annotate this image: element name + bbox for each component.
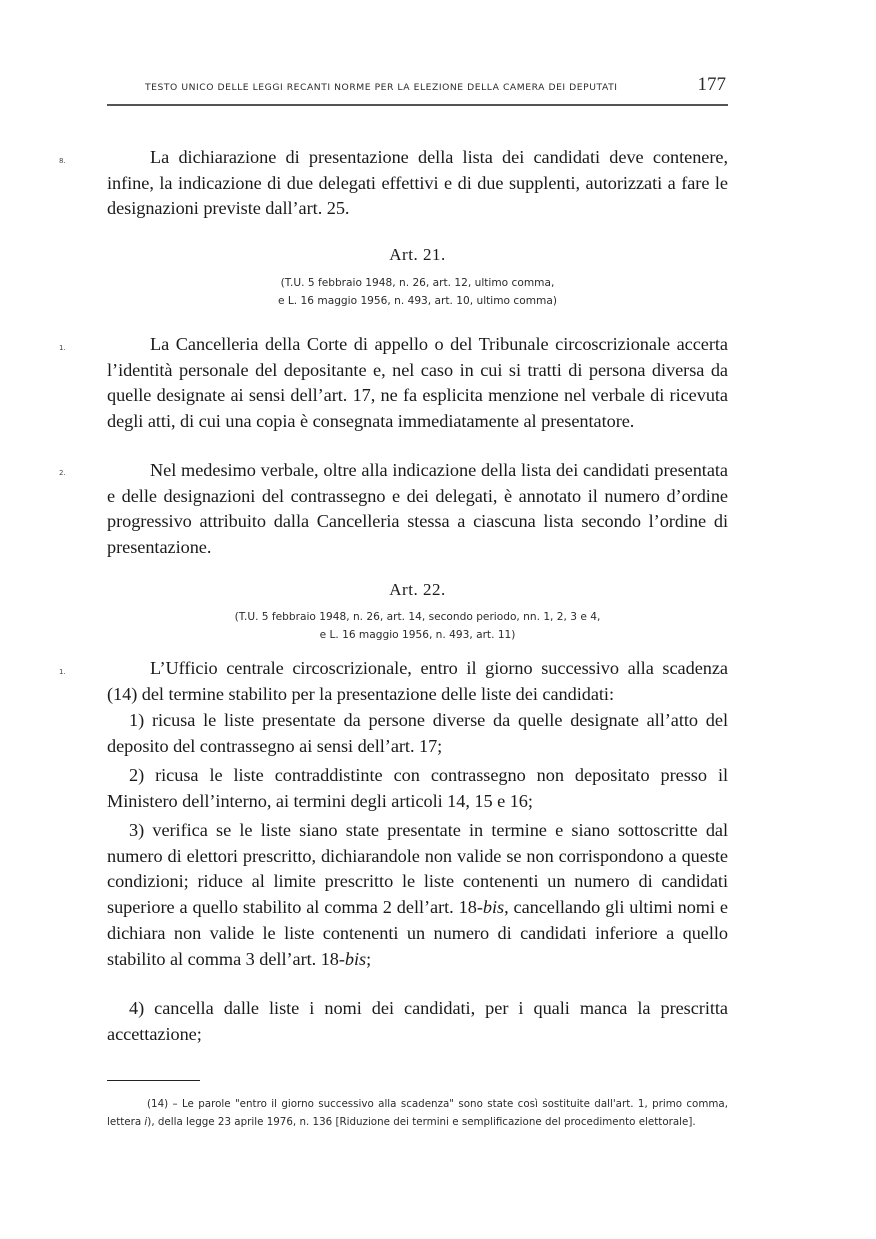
paragraph: La dichiarazione di presentazione della lista dei candidati deve contenere, infine, la indicazione di due delegati effettivi e di due supplenti, autorizzati a fare le designazioni previste dall’art. 25.	[107, 147, 728, 219]
footnote-letter: i	[144, 1115, 148, 1128]
list-item: 1) ricusa le liste presentate da persone diverse da quelle designate all’atto del deposito del contrassegno ai sensi dell’art. 17;	[107, 710, 728, 756]
paragraph-number: 1.	[59, 668, 66, 676]
paragraph-number: 1.	[59, 344, 66, 352]
list-item-text: , cancellando gli ultimi nomi e dichiara non valide le liste contenenti un numero di candidati inferiore a quello stabilito al comma 3 dell’art. 18-	[107, 897, 728, 969]
paragraph: L’Ufficio centrale circoscrizionale, entro il giorno successivo alla scadenza (14) del termine stabilito per la presentazione delle liste dei candidati:	[107, 658, 728, 704]
footnote-rule	[107, 1080, 200, 1081]
article-source	[107, 274, 728, 310]
list-item: 4) cancella dalle liste i nomi dei candidati, per i quali manca la prescritta accettazione;	[107, 998, 728, 1044]
footnote-text: ), della legge 23 aprile 1976, n. 136 [Riduzione dei termini e semplificazione del procedimento elettorale].	[147, 1115, 696, 1128]
list-item: 2) ricusa le liste contraddistinte con contrassegno non depositato presso il Ministero dell’interno, ai termini degli articoli 14, 15 e 16;	[107, 765, 728, 811]
running-title: TESTO UNICO DELLE LEGGI RECANTI NORME PER LA ELEZIONE DELLA CAMERA DEI DEPUTATI	[145, 82, 618, 93]
article-source-line: e L. 16 maggio 1956, n. 493, art. 11)	[319, 629, 516, 641]
paragraph: Nel medesimo verbale, oltre alla indicazione della lista dei candidati presentata e delle designazioni del contrassegno e dei delegati, è annotato il numero d’ordine progressivo attribuito dalla Cancelleria stessa a ciascuna lista secondo l’ordine di presentazione.	[107, 460, 728, 558]
footnote-text: (14) – Le parole "entro il giorno successivo alla scadenza" sono state così sostituite dall'art. 1, primo comma, lettera	[107, 1098, 728, 1128]
paragraph: La Cancelleria della Corte di appello o del Tribunale circoscrizionale accerta l’identità personale del depositante e, nel caso in cui si tratti di persona diversa da quelle designate ai sensi dell’art. 17, ne fa esplicita menzione nel verbale di ricevuta degli atti, di cui una copia è consegnata immediatamente al presentatore.	[107, 334, 728, 432]
article-source-line: (T.U. 5 febbraio 1948, n. 26, art. 14, secondo periodo, nn. 1, 2, 3 e 4,	[234, 611, 601, 623]
paragraph-number: 2.	[59, 469, 66, 477]
article-title: Art. 22.	[389, 580, 446, 599]
paragraph-number: 8.	[59, 157, 66, 165]
bis-italic: bis	[482, 897, 505, 918]
list-item-text: 3) verifica se le liste siano state presentate in termine e siano sottoscritte dal numero di elettori prescritto, dichiarandole non valide se non corrispondono a queste condizioni; riduce al limite prescritto le liste contenenti un numero di candidati superiore a quello stabilito al comma 2 dell’art. 18-	[107, 820, 728, 918]
running-header	[107, 72, 728, 102]
article-source-line: (T.U. 5 febbraio 1948, n. 26, art. 12, ultimo comma,	[280, 277, 555, 289]
article-title: Art. 21.	[389, 245, 446, 264]
header-rule	[107, 104, 728, 106]
article-source-line: e L. 16 maggio 1956, n. 493, art. 10, ultimo comma)	[278, 295, 557, 307]
bis-italic: bis	[344, 948, 367, 969]
footnote	[107, 1096, 728, 1131]
list-item	[107, 818, 728, 972]
page-number: 177	[697, 74, 726, 95]
article-source	[107, 608, 728, 644]
list-item-text: ;	[366, 948, 372, 969]
